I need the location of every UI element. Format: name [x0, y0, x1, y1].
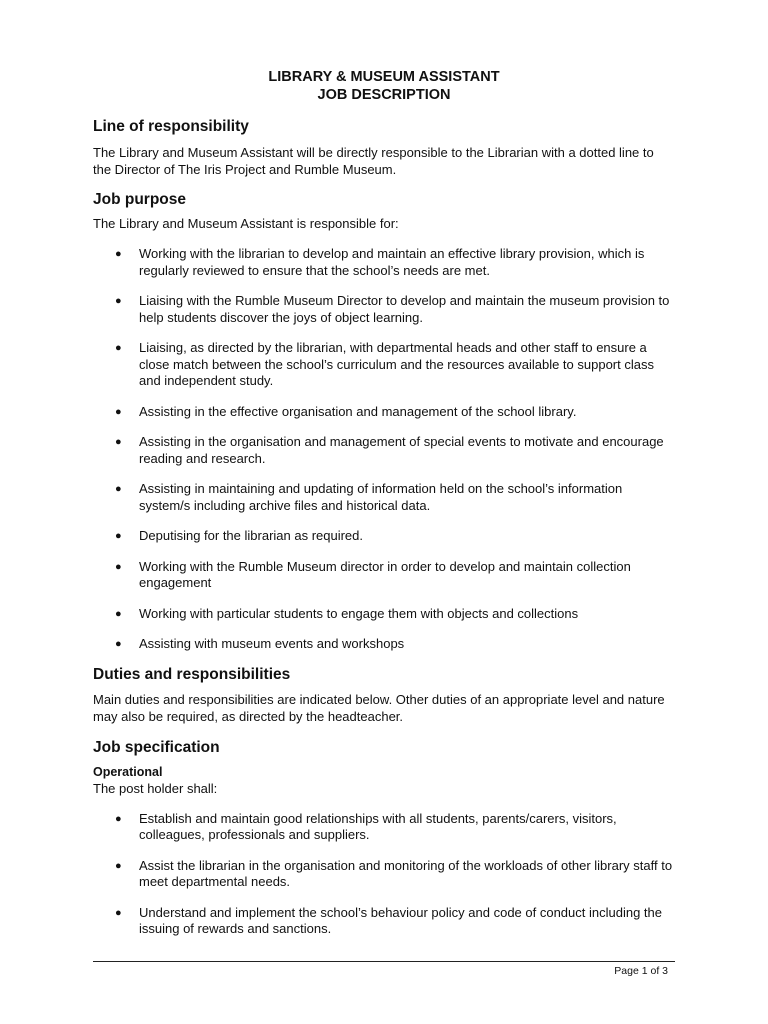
- section-heading-job-specification: Job specification: [93, 738, 220, 756]
- line-of-responsibility-text: The Library and Museum Assistant will be directly responsible to the Librarian with a dotted line to the Director of The Iris Project and Rumble Museum.: [93, 145, 654, 177]
- list-item: ● Working with the Rumble Museum director in order to develop and maintain collection engagement: [115, 558, 631, 590]
- job-purpose-list: [93, 246, 675, 653]
- bullet-icon: ●: [115, 436, 122, 448]
- bullet-icon: ●: [115, 812, 122, 825]
- list-item: ● Establish and maintain good relationships with all students, parents/carers, visitors, colleagues, professionals and suppliers.: [115, 810, 617, 842]
- list-item: ● Liaising with the Rumble Museum Director to develop and maintain the museum provision to help students discover the joys of object learning.: [115, 293, 670, 325]
- bullet-icon: ●: [115, 607, 122, 620]
- bullet-icon: ●: [115, 405, 122, 418]
- bullet-icon: ●: [115, 906, 122, 919]
- job-specification-intro: The post holder shall:: [93, 780, 218, 796]
- bullet-icon: ●: [115, 638, 122, 650]
- list-item: ● Assisting in maintaining and updating of information held on the school’s information system/s including archive files and historical data.: [115, 481, 623, 513]
- list-item: ● Understand and implement the school’s behaviour policy and code of conduct including the issuing of rewards and sanctions.: [115, 904, 662, 936]
- bullet-icon: ●: [115, 530, 122, 542]
- list-item: ● Assisting in the organisation and management of special events to motivate and encourage reading and research.: [115, 434, 664, 466]
- section-heading-line-of-responsibility: Line of responsibility: [93, 118, 249, 135]
- list-item: ● Working with the librarian to develop and maintain an effective library provision, which is regularly reviewed to ensure that the school’s needs are met.: [115, 246, 645, 278]
- list-item: ● Assisting with museum events and workshops: [115, 636, 405, 651]
- page-number: Page 1 of 3: [614, 965, 668, 977]
- section-heading-job-purpose: Job purpose: [93, 191, 187, 208]
- duties-text: Main duties and responsibilities are indicated below. Other duties of an appropriate level and nature may also be required, as directed by the headteacher.: [93, 691, 665, 724]
- bullet-icon: ●: [115, 560, 122, 573]
- job-specification-list: [93, 811, 675, 938]
- bullet-icon: ●: [115, 342, 122, 354]
- list-item: ● Deputising for the librarian as required.: [115, 528, 364, 543]
- document-title-line-2: JOB DESCRIPTION: [317, 87, 451, 103]
- list-item: ● Assist the librarian in the organisation and monitoring of the workloads of other library staff to meet departmental needs.: [115, 857, 673, 889]
- section-heading-duties: Duties and responsibilities: [93, 665, 291, 683]
- bullet-icon: ●: [115, 248, 122, 260]
- bullet-icon: ●: [115, 859, 122, 872]
- document-body: [93, 68, 675, 938]
- list-item: ● Liaising, as directed by the librarian, with departmental heads and other staff to ensure a close match between the school’s curriculum and the resources available to support class and independent study.: [115, 340, 654, 388]
- document-title-line-1: LIBRARY & MUSEUM ASSISTANT: [268, 69, 500, 85]
- subheading-operational: Operational: [93, 764, 163, 779]
- list-item: ● Assisting in the effective organisation and management of the school library.: [115, 403, 577, 419]
- list-item: ● Working with particular students to engage them with objects and collections: [115, 605, 579, 621]
- job-purpose-intro: The Library and Museum Assistant is responsible for:: [93, 216, 399, 231]
- footer-divider: [93, 961, 675, 962]
- bullet-icon: ●: [115, 295, 122, 307]
- bullet-icon: ●: [115, 483, 122, 495]
